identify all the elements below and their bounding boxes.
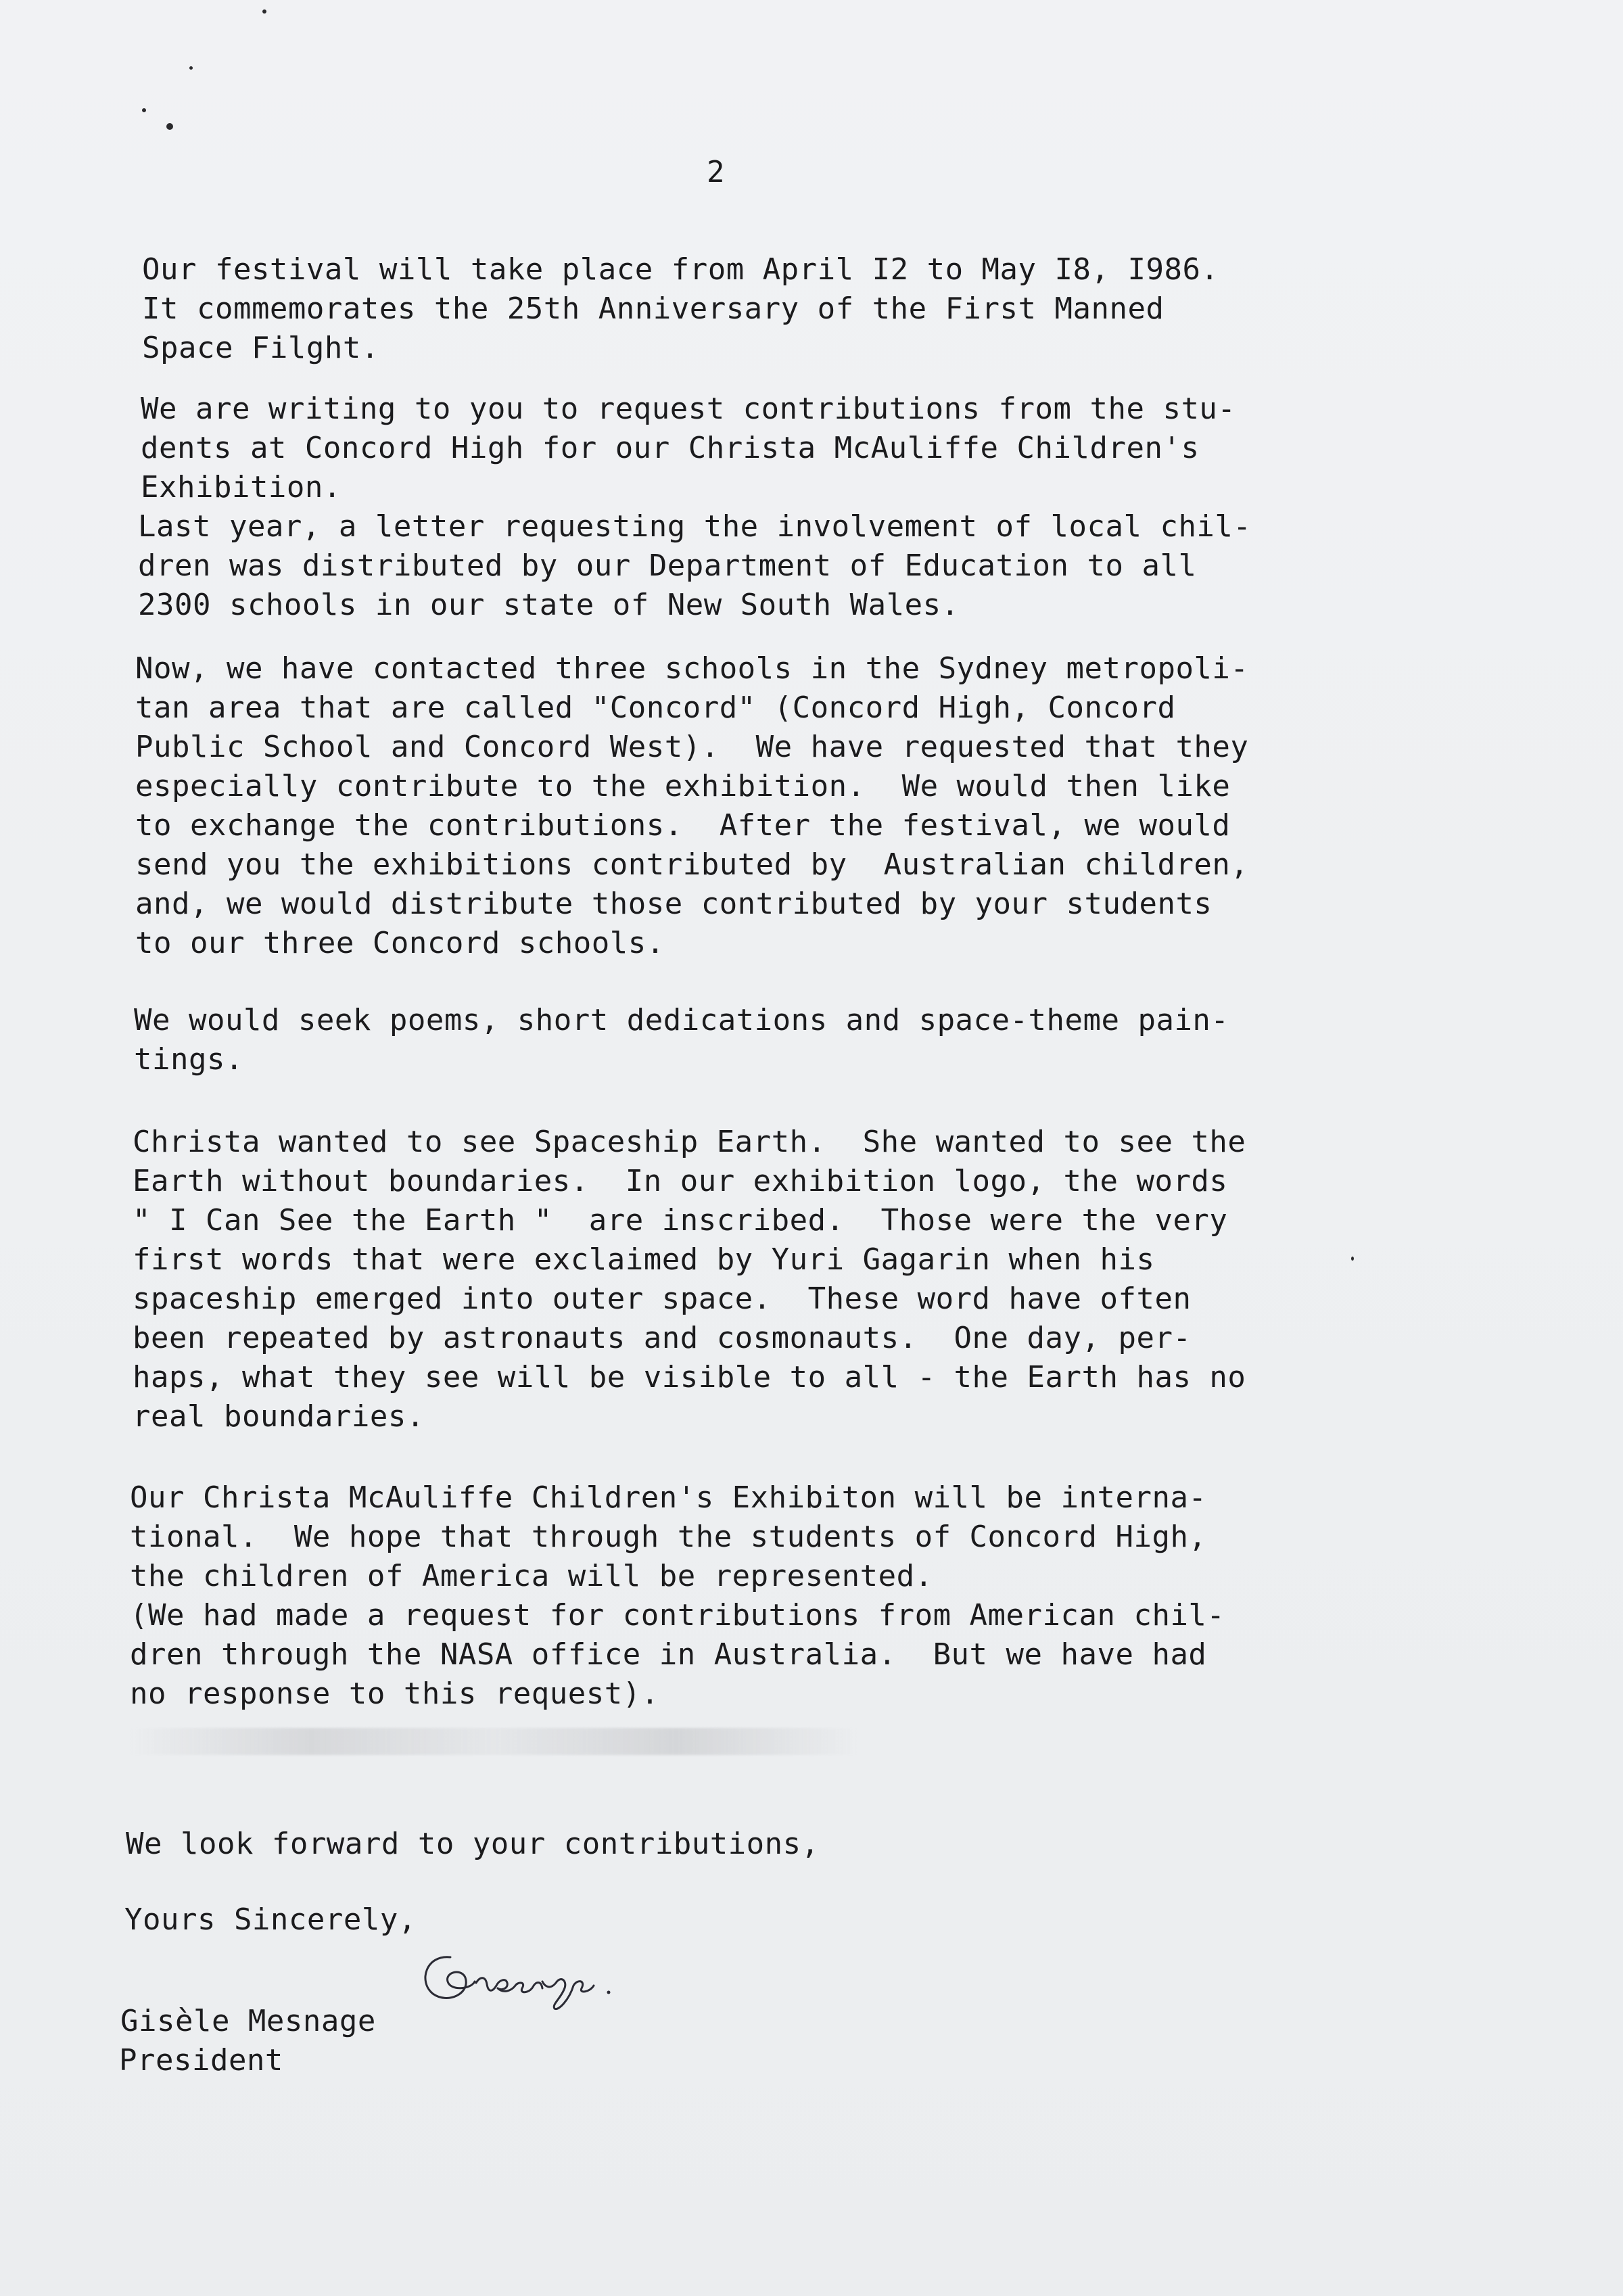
body-line: haps, what they see will be visible to all - the Earth has no <box>133 1360 1246 1395</box>
body-line: been repeated by astronauts and cosmonauts. One day, per- <box>133 1321 1192 1355</box>
body-line: Christa wanted to see Spaceship Earth. She wanted to see the <box>133 1125 1246 1159</box>
body-line: tional. We hope that through the students of Concord High, <box>130 1520 1207 1554</box>
body-line: spaceship emerged into outer space. These word have often <box>133 1282 1192 1316</box>
body-line: It commemorates the 25th Anniversary of the First Manned <box>142 291 1165 326</box>
body-line: Earth without boundaries. In our exhibition logo, the words <box>133 1164 1228 1198</box>
body-line: no response to this request). <box>130 1677 659 1711</box>
body-line: We are writing to you to request contributions from the stu- <box>141 392 1236 426</box>
body-line: to exchange the contributions. After the festival, we would <box>135 808 1231 843</box>
body-line: real boundaries. <box>133 1399 425 1434</box>
erased-line-smudge <box>128 1728 859 1755</box>
body-line: and, we would distribute those contributed by your students <box>135 887 1213 921</box>
body-line: We would seek poems, short dedications and space-theme pain- <box>134 1003 1229 1037</box>
body-line: especially contribute to the exhibition. We would then like <box>135 769 1231 803</box>
scan-speck <box>166 123 173 130</box>
body-line: Exhibition. <box>141 470 342 505</box>
body-line: send you the exhibitions contributed by Australian children, <box>135 847 1249 882</box>
signatory-title: President <box>119 2043 283 2078</box>
scan-speck <box>1351 1257 1354 1261</box>
body-line: the children of America will be represented. <box>130 1559 933 1593</box>
body-line: Now, we have contacted three schools in the Sydney metropoli- <box>135 651 1249 686</box>
closing-line: We look forward to your contributions, <box>126 1827 820 1861</box>
body-line: dren through the NASA office in Australia. But we have had <box>130 1637 1207 1672</box>
body-line: Our festival will take place from April I2 to May I8, I986. <box>142 252 1219 287</box>
body-line: " I Can See the Earth " are inscribed. Those were the very <box>133 1203 1228 1238</box>
valediction: Yours Sincerely, <box>124 1902 417 1937</box>
page-number: 2 <box>707 155 725 189</box>
body-line: dents at Concord High for our Christa McAuliffe Children's <box>141 431 1200 465</box>
body-line: first words that were exclaimed by Yuri Gagarin when his <box>133 1242 1155 1277</box>
body-line: tings. <box>134 1042 243 1077</box>
scan-speck <box>142 108 146 112</box>
scan-speck <box>189 66 193 70</box>
body-line: (We had made a request for contributions from American chil- <box>130 1598 1225 1633</box>
body-line: Last year, a letter requesting the involvement of local chil- <box>138 509 1252 544</box>
handwritten-signature <box>413 1934 683 2015</box>
body-line: 2300 schools in our state of New South Wales. <box>138 588 960 622</box>
scan-speck <box>262 9 266 14</box>
body-line: to our three Concord schools. <box>135 926 665 960</box>
body-line: tan area that are called "Concord" (Concord High, Concord <box>135 690 1176 725</box>
body-line: Our Christa McAuliffe Children's Exhibiton will be interna- <box>130 1480 1207 1515</box>
body-line: dren was distributed by our Department of Education to all <box>138 548 1197 583</box>
body-line: Public School and Concord West). We have requested that they <box>135 730 1249 764</box>
signatory-name: Gisèle Mesnage <box>120 2004 376 2038</box>
body-line: Space Filght. <box>142 331 379 365</box>
